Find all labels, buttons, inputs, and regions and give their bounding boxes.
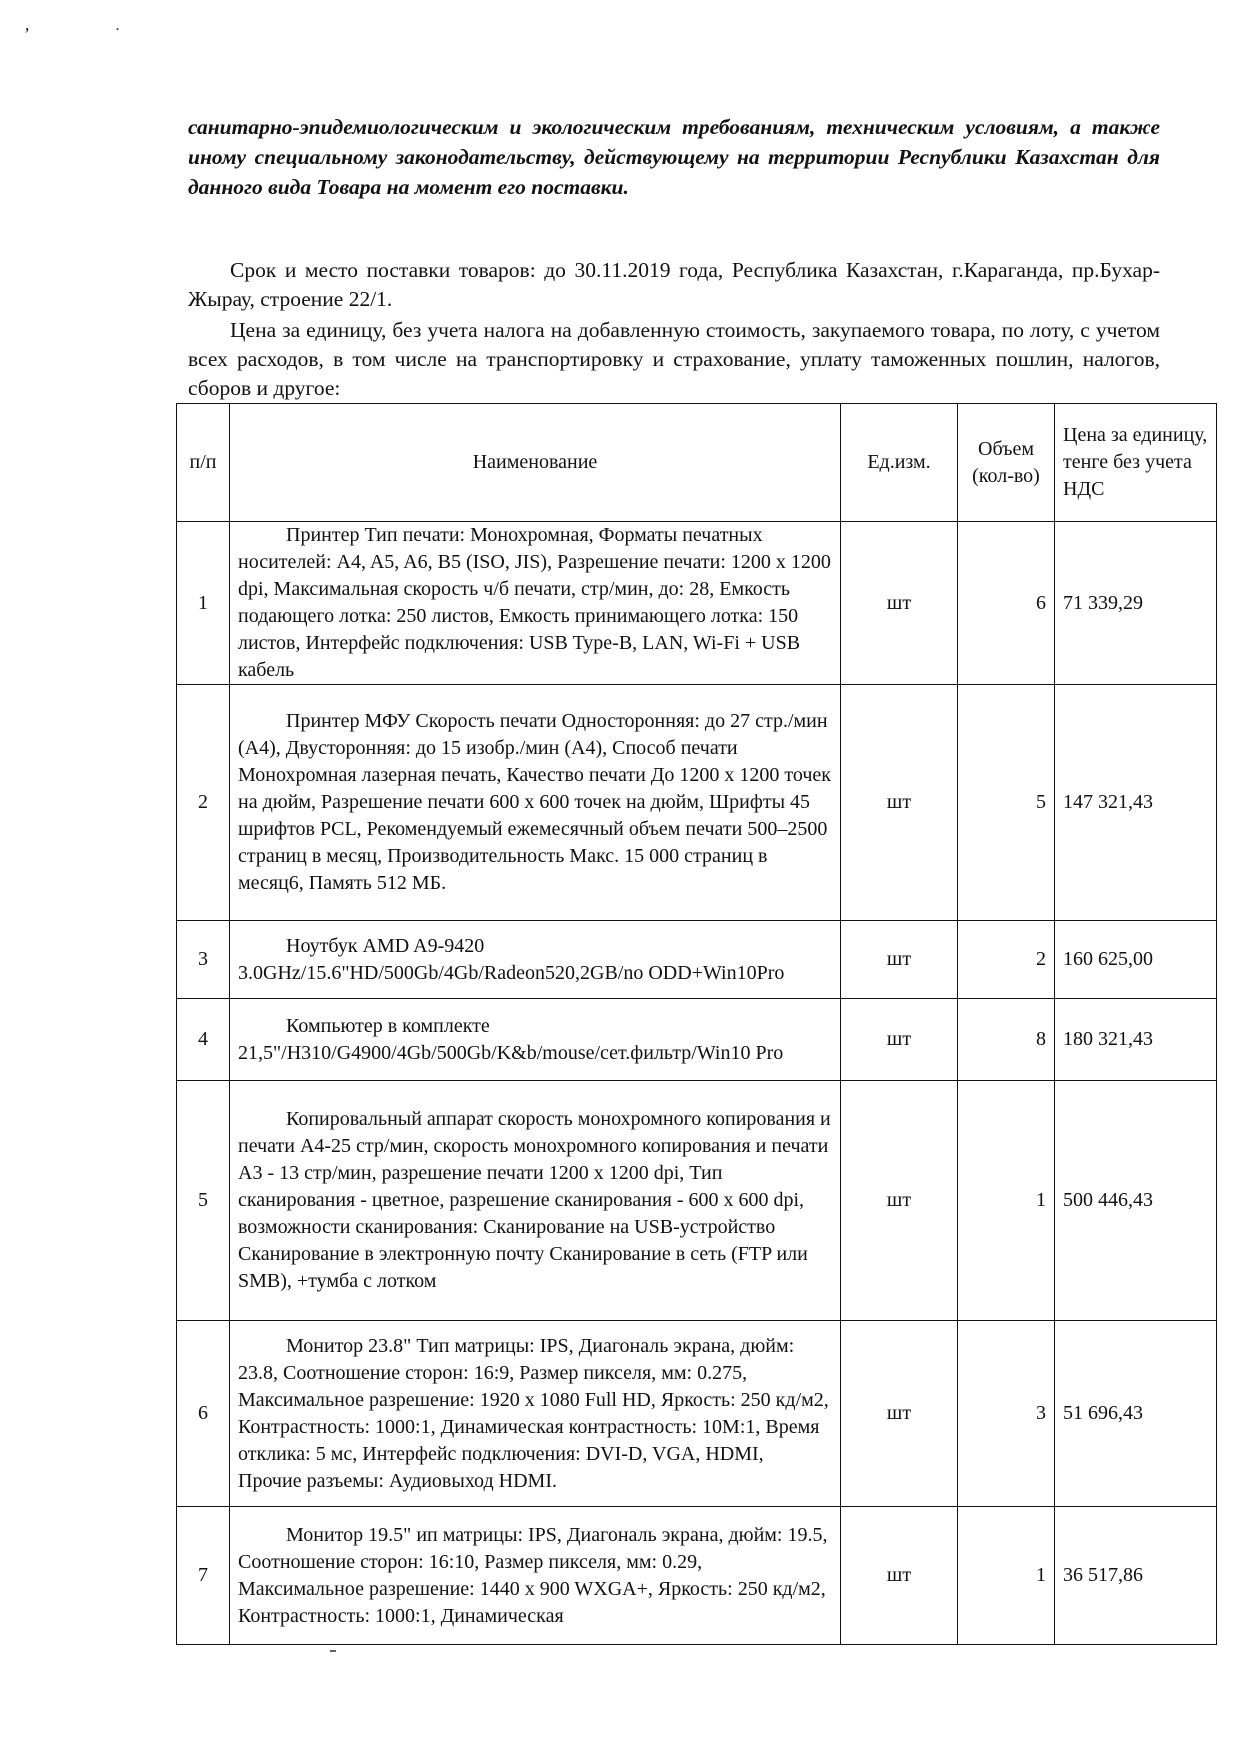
header-num: п/п — [177, 404, 230, 522]
row-num: 1 — [177, 522, 230, 685]
table-row — [177, 1081, 1217, 1321]
intro-paragraph: санитарно-эпидемиологическим и экологическим требованиям, техническим условиям, а также иному специальному законодательству, действующему на территории Республики Казахстан для данного вида Товара на момент его поставки. — [188, 115, 1160, 199]
row-price: 71 339,29 — [1055, 522, 1217, 685]
table-header-row — [177, 404, 1217, 522]
row-name: Монитор 19.5" ип матрицы: IPS, Диагональ экрана, дюйм: 19.5, Соотношение сторон: 16:10, Размер пикселя, мм: 0.29, Максимальное разрешение: 1440 x 900 WXGA+, Яркость: 250 кд/м2, Контрастность: 1000:1, Динамическая — [230, 1507, 841, 1645]
price-paragraph: Цена за единицу, без учета налога на добавленную стоимость, закупаемого товара, по лоту, с учетом всех расходов, в том числе на транспортировку и страхование, уплату таможенных пошлин, налогов, сборов и другое: — [188, 318, 1160, 400]
row-price: 147 321,43 — [1055, 685, 1217, 921]
table-row — [177, 1507, 1217, 1645]
row-qty: 3 — [958, 1321, 1055, 1507]
row-name: Компьютер в комплекте 21,5"/H310/G4900/4Gb/500Gb/K&b/mouse/сет.фильтр/Win10 Pro — [230, 999, 841, 1081]
row-name: Принтер МФУ Скорость печати Односторонняя: до 27 стр./мин (A4), Двусторонняя: до 15 изобр./мин (A4), Способ печати Монохромная лазерная печать, Качество печати До 1200 x 1200 точек на дюйм, Разрешение печати 600 x 600 точек на дюйм, Шрифты 45 шрифтов PCL, Рекомендуемый ежемесячный объем печати 500–2500 страниц в месяц, Производительность Макс. 15 000 страниц в месяц6, Память 512 МБ. — [230, 685, 841, 921]
table-row — [177, 921, 1217, 999]
row-unit: шт — [841, 685, 958, 921]
row-qty: 6 — [958, 522, 1055, 685]
row-qty: 8 — [958, 999, 1055, 1081]
row-num: 4 — [177, 999, 230, 1081]
header-unit: Ед.изм. — [841, 404, 958, 522]
row-qty: 2 — [958, 921, 1055, 999]
row-qty: 1 — [958, 1507, 1055, 1645]
row-name: Копировальный аппарат скорость монохромного копирования и печати А4-25 стр/мин, скорость монохромного копирования и печати А3 - 13 стр/мин, разрешение печати 1200 x 1200 dpi, Тип сканирования - цветное, разрешение сканирования - 600 x 600 dpi, возможности сканирования: Сканирование на USB-устройство Сканирование в электронную почту Сканирование в сеть (FTP или SMB), +тумба с лотком — [230, 1081, 841, 1321]
scan-mark — [330, 1650, 336, 1652]
row-num: 5 — [177, 1081, 230, 1321]
row-unit: шт — [841, 921, 958, 999]
row-unit: шт — [841, 999, 958, 1081]
table-row — [177, 999, 1217, 1081]
row-unit: шт — [841, 1321, 958, 1507]
scan-specks: ʼ ˙ — [24, 24, 161, 44]
row-num: 6 — [177, 1321, 230, 1507]
row-price: 160 625,00 — [1055, 921, 1217, 999]
row-name: Монитор 23.8" Тип матрицы: IPS, Диагональ экрана, дюйм: 23.8, Соотношение сторон: 16:9, Размер пикселя, мм: 0.275, Максимальное разрешение: 1920 x 1080 Full HD, Яркость: 250 кд/м2, Контрастность: 1000:1, Динамическая контрастность: 10M:1, Время отклика: 5 мс, Интерфейс подключения: DVI-D, VGA, HDMI, Прочие разъемы: Аудиовыход HDMI. — [230, 1321, 841, 1507]
row-price: 51 696,43 — [1055, 1321, 1217, 1507]
row-name: Ноутбук AMD A9-9420 3.0GHz/15.6"HD/500Gb/4Gb/Radeon520,2GB/no ODD+Win10Pro — [230, 921, 841, 999]
header-qty: Объем (кол-во) — [958, 404, 1055, 522]
row-num: 3 — [177, 921, 230, 999]
row-qty: 5 — [958, 685, 1055, 921]
row-qty: 1 — [958, 1081, 1055, 1321]
table-row — [177, 522, 1217, 685]
row-price: 500 446,43 — [1055, 1081, 1217, 1321]
row-unit: шт — [841, 1081, 958, 1321]
table-row — [177, 685, 1217, 921]
row-unit: шт — [841, 1507, 958, 1645]
delivery-paragraph: Срок и место поставки товаров: до 30.11.2019 года, Республика Казахстан, г.Караганда, пр.Бухар-Жырау, строение 22/1. — [188, 258, 1160, 311]
row-unit: шт — [841, 522, 958, 685]
row-name: Принтер Тип печати: Монохромная, Форматы печатных носителей: A4, A5, A6, B5 (ISO, JIS), Разрешение печати: 1200 x 1200 dpi, Максимальная скорость ч/б печати, стр/мин, до: 28, Емкость подающего лотка: 250 листов, Емкость принимающего лотка: 150 листов, Интерфейс подключения: USB Type-B, LAN, Wi-Fi + USB кабель — [230, 522, 841, 685]
row-num: 2 — [177, 685, 230, 921]
row-price: 180 321,43 — [1055, 999, 1217, 1081]
goods-table — [176, 403, 1217, 1645]
header-price: Цена за единицу, тенге без учета НДС — [1055, 404, 1217, 522]
row-price: 36 517,86 — [1055, 1507, 1217, 1645]
table-row — [177, 1321, 1217, 1507]
header-name: Наименование — [230, 404, 841, 522]
row-num: 7 — [177, 1507, 230, 1645]
